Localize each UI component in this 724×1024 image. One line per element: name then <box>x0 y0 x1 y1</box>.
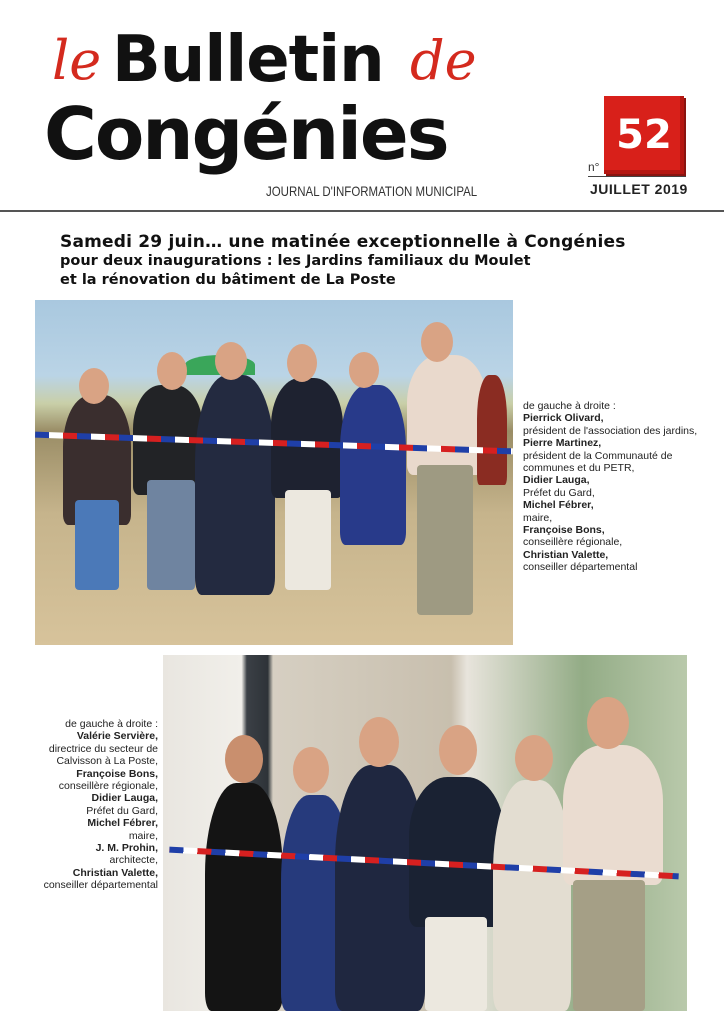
caption-person-name: Michel Fébrer, <box>87 817 158 830</box>
person-shape <box>409 777 505 927</box>
caption-person-role: conseiller départemental <box>43 879 158 892</box>
person-head <box>515 735 553 781</box>
person-head <box>79 368 109 404</box>
masthead-le: le <box>52 29 102 92</box>
caption-person-role: président de l'association des jardins, <box>523 424 698 437</box>
photo-jardins-inauguration <box>35 300 513 645</box>
caption-intro: de gauche à droite : <box>65 718 158 730</box>
photo-la-poste-inauguration <box>163 655 687 1011</box>
person-head <box>421 322 453 362</box>
issue-divider <box>588 176 686 177</box>
caption-person-name: Didier Lauga, <box>523 474 590 487</box>
person-head <box>225 735 263 783</box>
person-shape <box>477 375 507 485</box>
issue-date: JUILLET 2019 <box>590 181 688 197</box>
caption-person-role: conseillère régionale, <box>58 780 158 793</box>
caption-person-role: maire, <box>128 829 158 842</box>
caption-person-name: Françoise Bons, <box>523 524 605 537</box>
person-shape <box>75 500 119 590</box>
person-head <box>587 697 629 749</box>
person-shape <box>425 917 487 1011</box>
caption-person-name: Pierrick Olivard, <box>523 412 604 425</box>
issue-prefix: n° <box>588 160 600 174</box>
masthead-congenies: Congénies <box>44 92 448 176</box>
person-head <box>349 352 379 388</box>
person-shape <box>205 783 283 1011</box>
person-head <box>157 352 187 390</box>
person-head <box>287 344 317 382</box>
issue-number-badge <box>604 96 684 174</box>
caption-person-name: Françoise Bons, <box>76 767 158 780</box>
caption-person-name: J. M. Prohin, <box>95 842 158 855</box>
caption-person-role: architecte, <box>109 854 158 867</box>
caption-person-role: conseiller départemental <box>523 561 638 574</box>
caption-person-name: Valérie Servière, <box>76 730 158 743</box>
person-shape <box>573 880 645 1011</box>
person-shape <box>271 378 343 498</box>
caption-photo-1 <box>523 400 718 574</box>
headline-line-2: pour deux inaugurations : les Jardins familiaux du Moulet <box>60 253 531 269</box>
person-shape <box>195 375 275 595</box>
person-head <box>439 725 477 775</box>
caption-person-name: Michel Fébrer, <box>523 499 594 512</box>
masthead-subtitle: JOURNAL D'INFORMATION MUNICIPAL <box>266 183 478 199</box>
person-head <box>293 747 329 793</box>
person-head <box>359 717 399 767</box>
person-shape <box>340 385 406 545</box>
caption-person-role: Préfet du Gard, <box>86 804 158 817</box>
person-shape <box>563 745 663 885</box>
caption-photo-2 <box>40 718 158 892</box>
masthead-bulletin: Bulletin <box>112 23 384 97</box>
headline-line-3: et la rénovation du bâtiment de La Poste <box>60 272 396 288</box>
caption-person-role: maire, <box>523 511 553 524</box>
caption-person-role: directrice du secteur de Calvisson à La Poste, <box>48 742 158 768</box>
person-shape <box>493 780 571 1011</box>
masthead <box>0 0 724 212</box>
headline-line-1: Samedi 29 juin… une matinée exceptionnelle à Congénies <box>60 232 626 252</box>
issue-number: 52 <box>616 112 672 158</box>
caption-person-role: président de la Communauté de communes et du PETR, <box>523 449 673 475</box>
masthead-de: de <box>410 29 477 92</box>
person-shape <box>417 465 473 615</box>
caption-person-role: Préfet du Gard, <box>523 486 595 499</box>
article-headline <box>60 232 680 290</box>
caption-person-role: conseillère régionale, <box>523 536 623 549</box>
person-head <box>215 342 247 380</box>
person-shape <box>285 490 331 590</box>
person-shape <box>407 355 487 475</box>
person-shape <box>147 480 195 590</box>
caption-person-name: Didier Lauga, <box>91 792 158 805</box>
caption-intro: de gauche à droite : <box>523 400 616 412</box>
masthead-rule <box>0 210 724 212</box>
caption-person-name: Christian Valette, <box>523 548 609 561</box>
caption-person-name: Pierre Martinez, <box>523 437 602 450</box>
caption-person-name: Christian Valette, <box>72 866 158 879</box>
